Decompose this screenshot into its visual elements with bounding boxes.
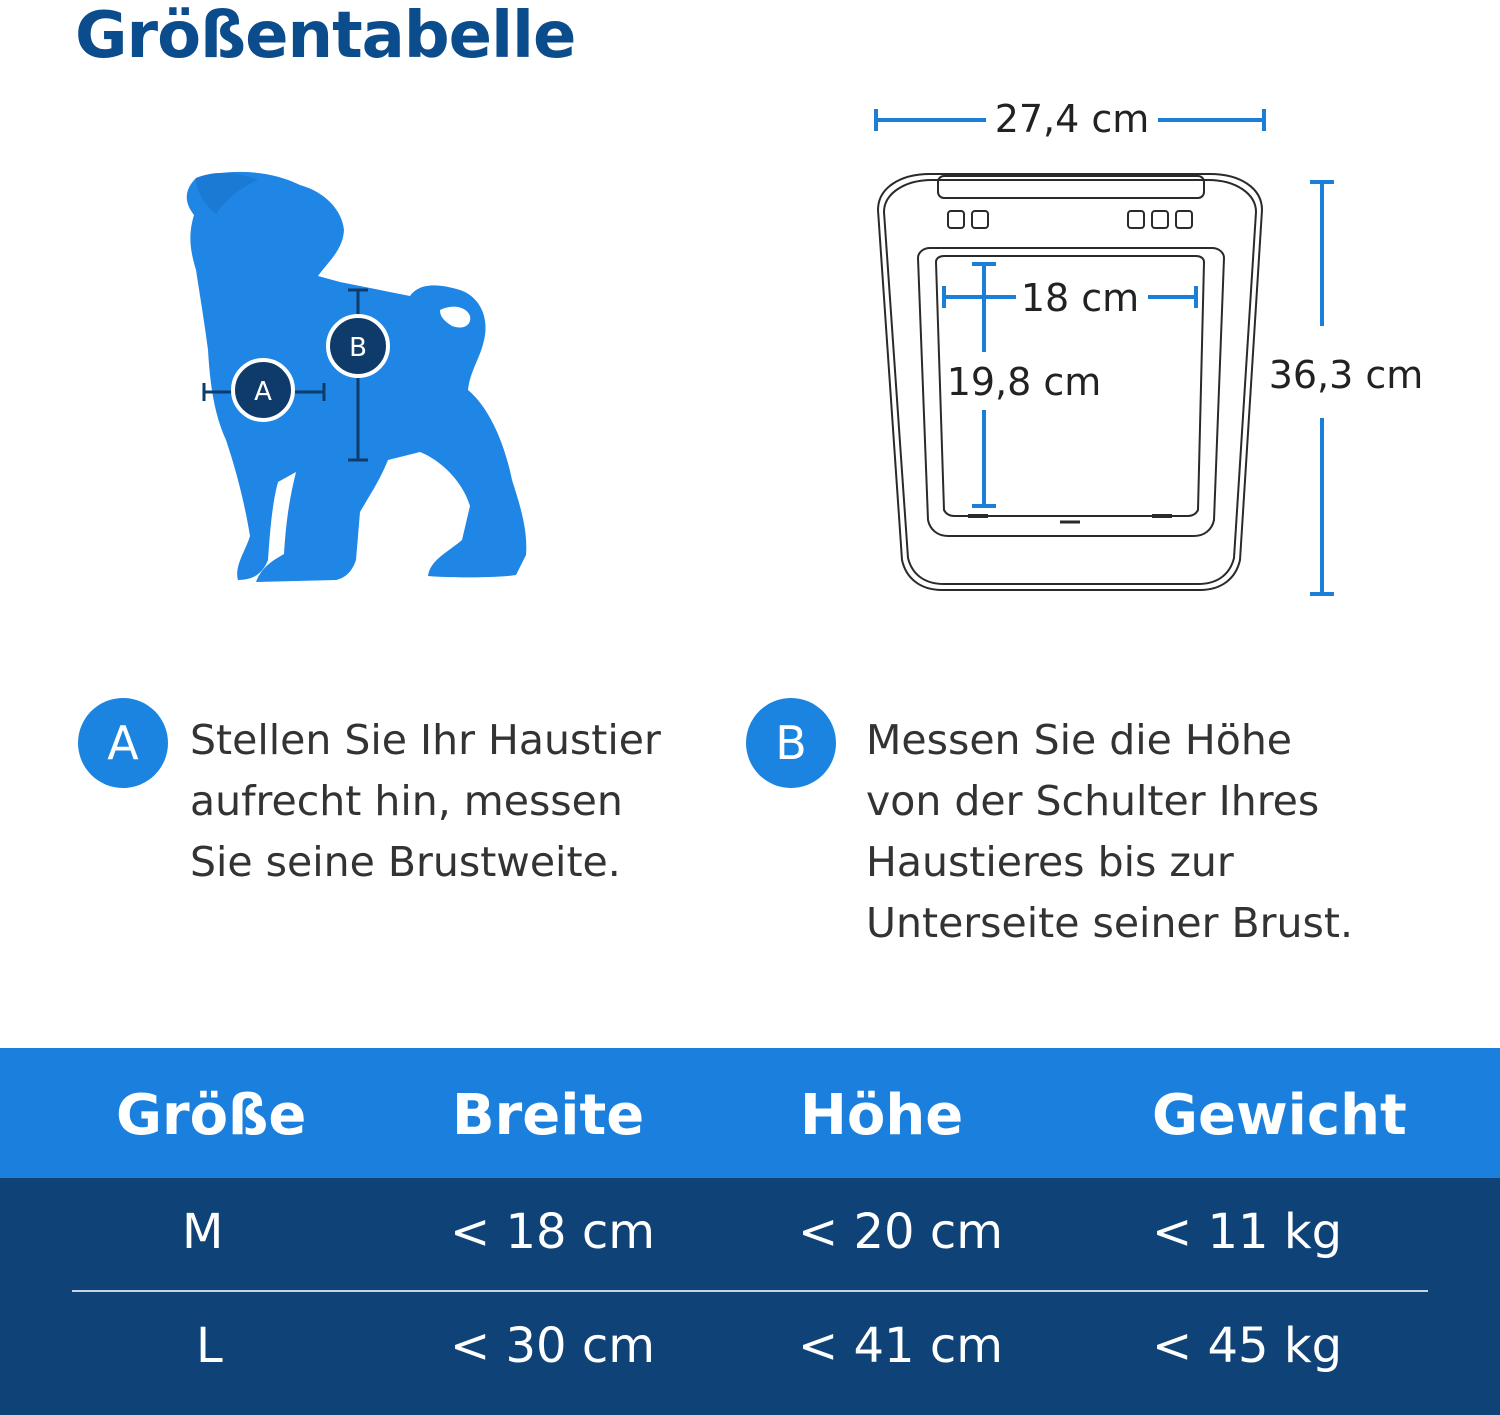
step-a-text: Stellen Sie Ihr Haustier aufrecht hin, messen Sie seine Brustweite. <box>190 716 661 886</box>
outer-width-dimension <box>876 97 1264 141</box>
outer-height-dimension <box>1269 182 1424 594</box>
cell-size: L <box>196 1318 223 1374</box>
header-size: Größe <box>116 1083 307 1148</box>
step-b-badge: B <box>746 698 836 788</box>
header-weight: Gewicht <box>1152 1083 1407 1148</box>
row-divider <box>72 1290 1428 1292</box>
page-title: Größentabelle <box>75 0 576 73</box>
outer-width-label: 27,4 cm <box>994 97 1150 141</box>
cell-width: < 30 cm <box>450 1318 655 1374</box>
table-body <box>0 1178 1500 1415</box>
header-height: Höhe <box>800 1083 964 1148</box>
step-a-badge: A <box>78 698 168 788</box>
step-a <box>78 698 718 893</box>
flap-width-dimension <box>944 276 1196 320</box>
size-table <box>0 1048 1500 1415</box>
header-width: Breite <box>452 1083 645 1148</box>
cell-size: M <box>182 1204 224 1260</box>
step-b <box>746 698 1446 954</box>
cell-weight: < 11 kg <box>1152 1204 1343 1260</box>
cell-width: < 18 cm <box>450 1204 655 1260</box>
flap-height-label: 19,8 cm <box>946 360 1102 404</box>
cell-weight: < 45 kg <box>1152 1318 1343 1374</box>
table-header <box>0 1048 1500 1178</box>
outer-height-label: 36,3 cm <box>1268 353 1424 397</box>
marker-b-label: B <box>349 333 367 363</box>
cell-height: < 20 cm <box>798 1204 1003 1260</box>
marker-a-label: A <box>254 377 272 407</box>
cell-height: < 41 cm <box>798 1318 1003 1374</box>
step-b-text: Messen Sie die Höhe von der Schulter Ihres Haustieres bis zur Unterseite seiner Brust. <box>866 716 1353 947</box>
flap-width-label: 18 cm <box>1020 276 1140 320</box>
